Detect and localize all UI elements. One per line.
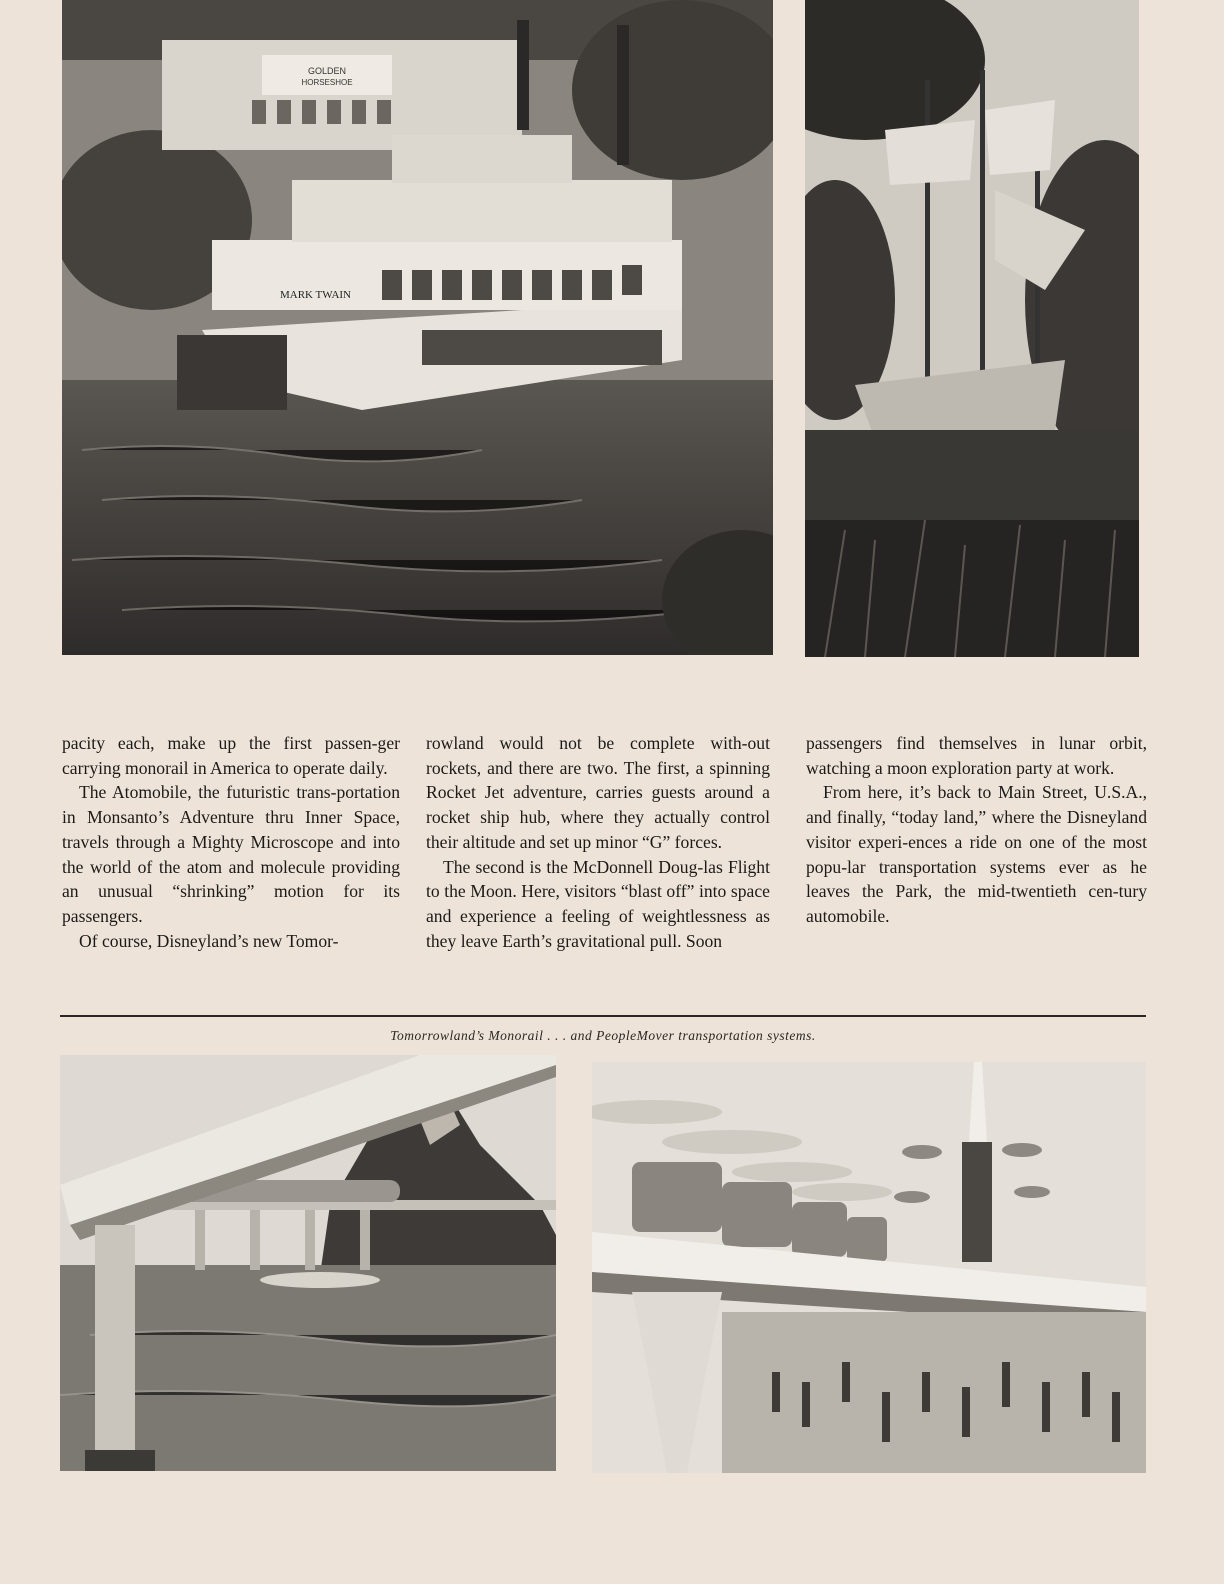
article-column-3 — [806, 731, 1147, 929]
sign-horseshoe: HORSESHOE — [301, 78, 353, 87]
article-column-2 — [426, 731, 770, 953]
col1-paragraph-3: Of course, Disneyland’s new Tomor- — [79, 930, 339, 951]
col3-paragraph-2: From here, it’s back to Main Street, U.S.A., and finally, “today land,” where the Disneyland visitor experi-ences a ride on one of the most popu-lar transportation systems ever as he leaves the Park, the mid-twentieth cen-tury automobile. — [806, 782, 1147, 926]
col1-paragraph-2: The Atomobile, the futuristic trans-portation in Monsanto’s Adventure thru Inner Space, travels through a Mighty Microscope and into the world of the atom and molecule providing an unusual “shrinking” motion for its passengers. — [62, 782, 400, 926]
riverboat-name: MARK TWAIN — [280, 289, 351, 301]
col2-paragraph-2: The second is the McDonnell Doug-las Flight to the Moon. Here, visitors “blast off” into space and experience a feeling of weightlessness as they leave Earth’s gravitational pull. Soon — [426, 856, 770, 951]
sign-golden: GOLDEN — [307, 66, 347, 76]
article-column-1 — [62, 731, 400, 953]
sailing-ship-photo — [805, 0, 1139, 657]
peoplemover-photo — [592, 1062, 1146, 1473]
riverboat-photo — [62, 0, 773, 655]
monorail-photo — [60, 1055, 556, 1471]
col2-paragraph-1: rowland would not be complete with-out rockets, and there are two. The first, a spinning Rocket Jet adventure, carries guests around a rocket ship hub, where they actually control their altitude and set up minor “G” forces. — [426, 733, 770, 852]
photo-caption: Tomorrowland’s Monorail . . . and PeopleMover transportation systems. — [390, 1028, 816, 1043]
col1-paragraph-1: pacity each, make up the first passen-ger carrying monorail in America to operate daily. — [62, 733, 400, 778]
horizontal-rule — [60, 1015, 1146, 1017]
col3-paragraph-1: passengers find themselves in lunar orbit, watching a moon exploration party at work. — [806, 733, 1147, 778]
